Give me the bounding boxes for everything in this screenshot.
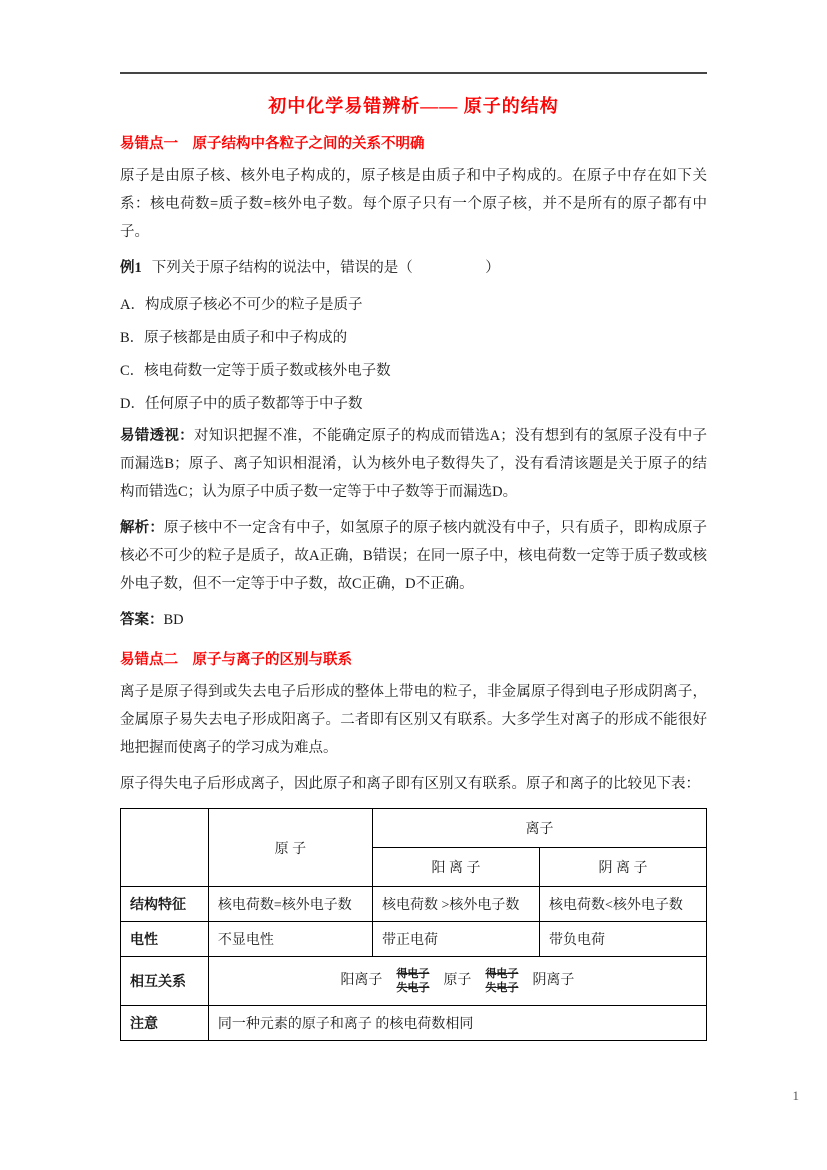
page-title: 初中化学易错辨析—— 原子的结构 xyxy=(268,96,559,116)
lose-electron-arrow: 失电子 xyxy=(396,982,430,994)
analysis-label: 解析： xyxy=(120,520,165,536)
section2-heading: 易错点二 原子与离子的区别与联系 xyxy=(120,652,352,668)
table-row-relation xyxy=(121,957,707,1006)
charge-anion: 带负电荷 xyxy=(539,922,706,957)
gain-electron-arrow: 得电子 xyxy=(485,968,519,980)
pitfall-text: 对知识把握不准，不能确定原子的构成而错选A；没有想到有的氢原子没有中子而漏选B；原子、离子知识相混淆，认为核外电子数得失了，没有看清该题是关于原子的结构而错选C；认为原子中质子数一定等于中子数等于而漏选D。 xyxy=(120,428,708,500)
relation-anion: 阴离子 xyxy=(532,973,575,989)
example1-text: 下列关于原子结构的说法中，错误的是（ ） xyxy=(151,260,500,276)
gain-electron-arrow: 得电子 xyxy=(396,968,430,980)
structure-atom: 核电荷数=核外电子数 xyxy=(208,887,372,922)
header-cation: 阳 离 子 xyxy=(372,848,539,887)
section1-intro: 原子是由原子核、核外电子构成的，原子核是由质子和中子构成的。在原子中存在如下关系：核电荷数=质子数=核外电子数。每个原子只有一个原子核，并不是所有的原子都有中子。 xyxy=(120,168,707,240)
comparison-table xyxy=(120,808,707,1041)
row-label-relation: 相互关系 xyxy=(121,957,209,1006)
header-atom: 原 子 xyxy=(208,809,372,887)
row-label-note: 注意 xyxy=(121,1006,209,1041)
pitfall-label: 易错透视： xyxy=(120,428,194,444)
header-empty-cell xyxy=(121,809,209,887)
answer-text: BD xyxy=(163,612,184,628)
row-label-structure: 结构特征 xyxy=(121,887,209,922)
pitfall-paragraph xyxy=(120,422,707,506)
section2-intro2: 原子得失电子后形成离子，因此原子和离子即有区别又有联系。原子和离子的比较见下表： xyxy=(120,776,700,792)
header-anion: 阴 离 子 xyxy=(539,848,706,887)
option-a: A．构成原子核必不可少的粒子是质子 xyxy=(120,297,363,313)
analysis-paragraph xyxy=(120,514,707,598)
option-b: B．原子核都是由质子和中子构成的 xyxy=(120,330,348,346)
lose-electron-arrow: 失电子 xyxy=(485,982,519,994)
section1-heading: 易错点一 原子结构中各粒子之间的关系不明确 xyxy=(120,136,425,152)
relation-atom: 原子 xyxy=(443,973,472,989)
note-text: 同一种元素的原子和离子 的核电荷数相同 xyxy=(208,1006,706,1041)
electron-exchange-arrows xyxy=(485,967,518,995)
table-header-row-1 xyxy=(121,809,707,848)
structure-anion: 核电荷数<核外电子数 xyxy=(539,887,706,922)
option-d: D．任何原子中的质子数都等于中子数 xyxy=(120,396,363,412)
electron-exchange-arrows xyxy=(396,967,429,995)
header-rule xyxy=(120,72,707,74)
row-label-charge: 电性 xyxy=(121,922,209,957)
section2-intro: 离子是原子得到或失去电子后形成的整体上带电的粒子，非金属原子得到电子形成阴离子，金属原子易失去电子形成阳离子。二者即有区别又有联系。大多学生对离子的形成不能很好地把握而使离子的学习成为难点。 xyxy=(120,684,707,756)
option-c: C．核电荷数一定等于质子数或核外电子数 xyxy=(120,363,391,379)
example1-question xyxy=(120,254,707,282)
structure-cation: 核电荷数 >核外电子数 xyxy=(372,887,539,922)
answer-paragraph xyxy=(120,606,707,634)
example1-label: 例1 xyxy=(120,260,142,276)
answer-label: 答案： xyxy=(120,612,164,628)
header-ion: 离子 xyxy=(372,809,706,848)
relation-cell xyxy=(208,957,706,1006)
charge-atom: 不显电性 xyxy=(208,922,372,957)
charge-cation: 带正电荷 xyxy=(372,922,539,957)
page-number: 1 xyxy=(792,1088,799,1103)
analysis-text: 原子核中不一定含有中子，如氢原子的原子核内就没有中子，只有质子，即构成原子核必不可少的粒子是质子，故A正确，B错误；在同一原子中，核电荷数一定等于质子数或核外电子数，但不一定等于中子数，故C正确，D不正确。 xyxy=(120,520,708,592)
table-row-note xyxy=(121,1006,707,1041)
table-row-structure xyxy=(121,887,707,922)
relation-cation: 阳离子 xyxy=(340,973,383,989)
table-row-charge xyxy=(121,922,707,957)
